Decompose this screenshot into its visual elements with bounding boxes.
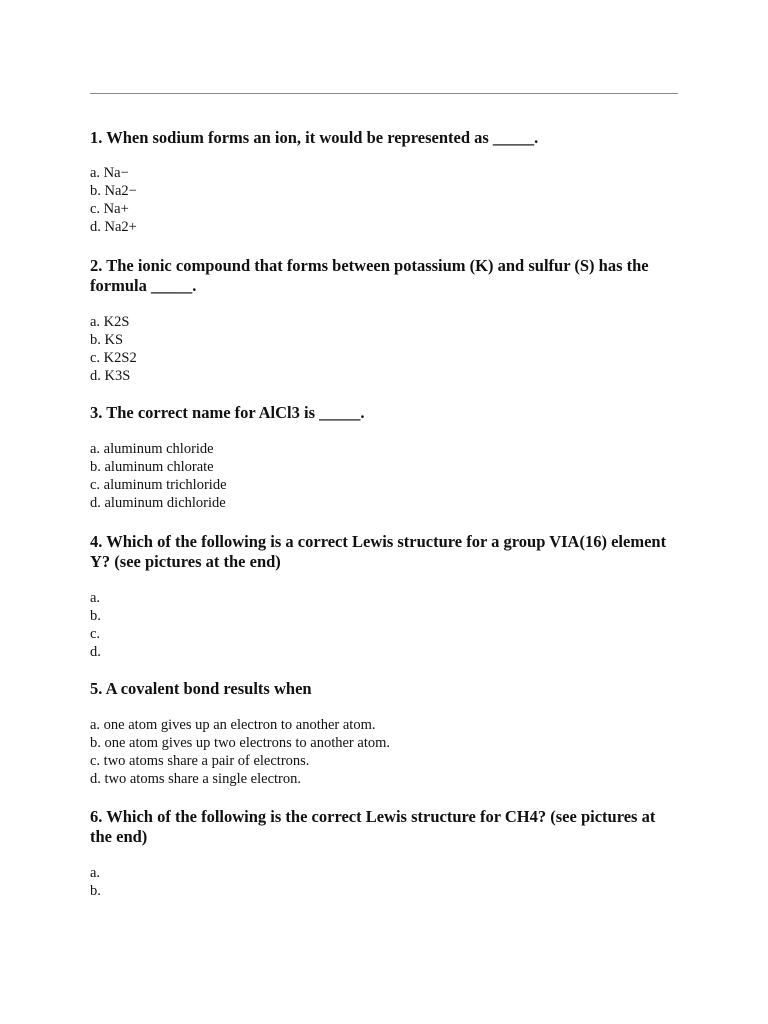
option-c: c. Na+ — [90, 201, 129, 217]
option-c: c. K2S2 — [90, 350, 137, 366]
question-text: 2. The ionic compound that forms between potassium (K) and sulfur (S) has the formula _____. — [90, 256, 649, 295]
option-list — [90, 313, 678, 385]
option-b: b. one atom gives up two electrons to another atom. — [90, 735, 390, 751]
horizontal-rule — [90, 93, 678, 94]
option-a: a. Na− — [90, 165, 129, 181]
option-a: a. one atom gives up an electron to another atom. — [90, 717, 376, 733]
option-d: d. two atoms share a single electron. — [90, 771, 301, 787]
question-2 — [90, 256, 678, 385]
option-list — [90, 716, 678, 788]
option-b: b. KS — [90, 332, 124, 348]
question-text: 6. Which of the following is the correct Lewis structure for CH4? (see pictures at the end) — [90, 807, 656, 846]
option-c: c. aluminum trichloride — [90, 477, 227, 493]
option-d: d. aluminum dichloride — [90, 495, 226, 511]
option-b: b. — [90, 883, 101, 899]
option-c: c. two atoms share a pair of electrons. — [90, 753, 310, 769]
option-d: d. Na2+ — [90, 219, 137, 235]
question-1 — [90, 128, 678, 236]
option-list — [90, 589, 678, 661]
question-text: 4. Which of the following is a correct Lewis structure for a group VIA(16) element Y? (see pictures at the end) — [90, 532, 667, 571]
option-a: a. aluminum chloride — [90, 441, 214, 457]
option-a: a. — [90, 590, 101, 606]
option-c: c. — [90, 626, 101, 642]
option-d: d. K3S — [90, 368, 131, 384]
question-text: 5. A covalent bond results when — [90, 679, 312, 698]
option-list — [90, 164, 678, 236]
option-a: a. K2S — [90, 314, 130, 330]
question-text: 1. When sodium forms an ion, it would be represented as _____. — [90, 128, 539, 147]
option-b: b. Na2− — [90, 183, 137, 199]
option-list — [90, 864, 678, 900]
question-3 — [90, 403, 678, 512]
option-a: a. — [90, 865, 101, 881]
question-5 — [90, 679, 678, 788]
option-b: b. aluminum chlorate — [90, 459, 214, 475]
option-b: b. — [90, 608, 101, 624]
option-list — [90, 440, 678, 512]
question-6 — [90, 807, 678, 900]
question-text: 3. The correct name for AlCl3 is _____. — [90, 403, 365, 422]
question-4 — [90, 532, 678, 661]
option-d: d. — [90, 644, 101, 660]
